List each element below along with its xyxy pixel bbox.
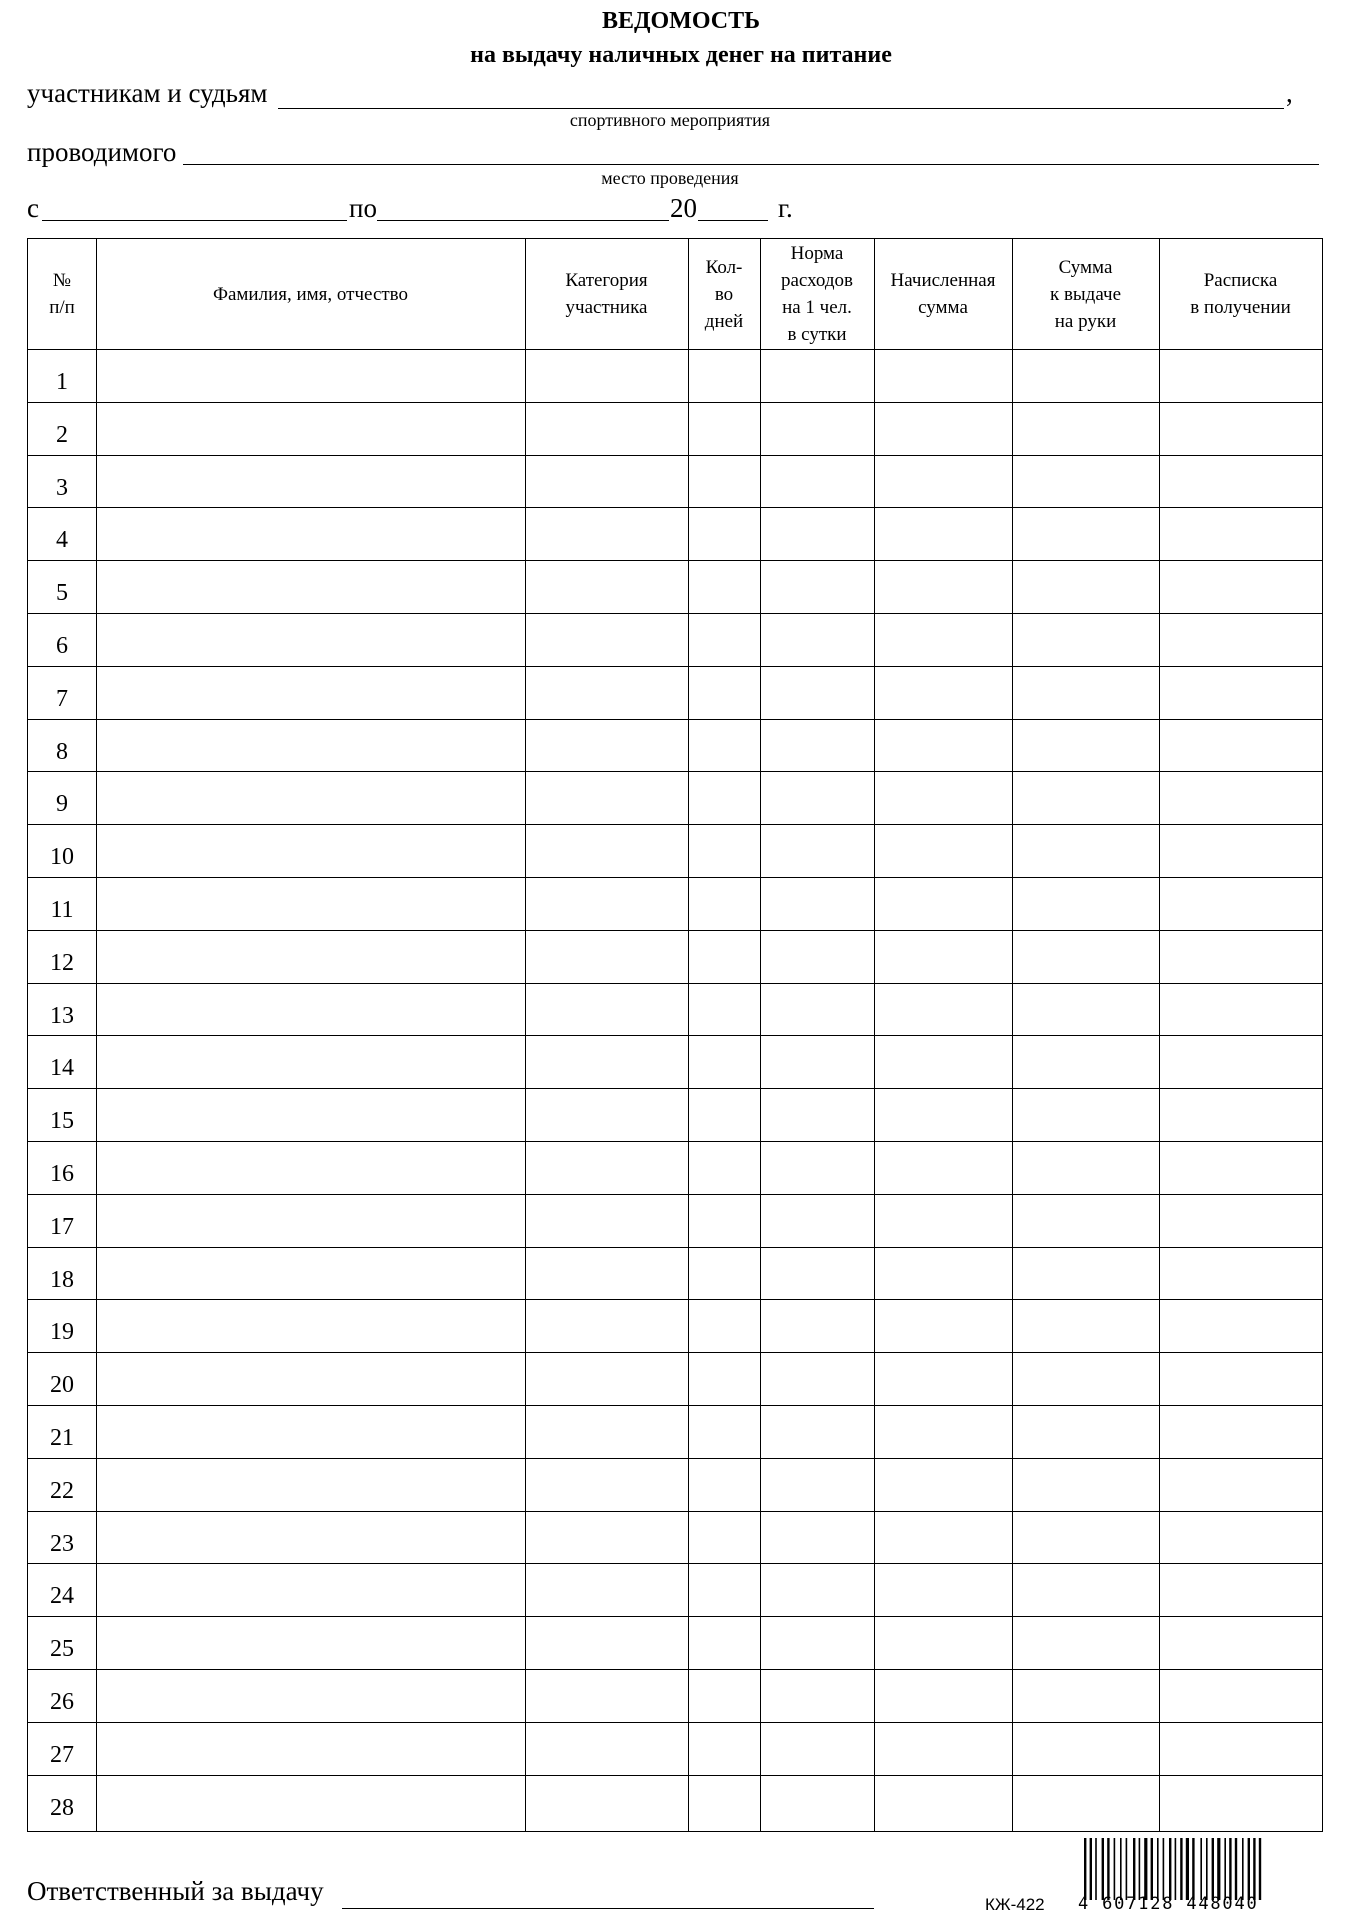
row-number: 11 xyxy=(50,897,74,923)
row-number: 13 xyxy=(50,1002,74,1029)
row-divider xyxy=(28,771,1322,772)
column-header: Норма расходов на 1 чел. в сутки xyxy=(781,243,853,345)
header-divider xyxy=(28,349,1322,350)
row-divider xyxy=(28,1405,1322,1406)
responsible-signature-field[interactable] xyxy=(342,1908,874,1909)
date-from-label: с xyxy=(27,193,39,223)
row-divider xyxy=(28,613,1322,614)
row-number: 20 xyxy=(50,1372,74,1399)
row-divider xyxy=(28,1458,1322,1459)
responsible-label: Ответственный за выдачу xyxy=(27,1876,324,1906)
row-divider xyxy=(28,1352,1322,1353)
row-divider xyxy=(28,1035,1322,1036)
venue-hint: место проведения xyxy=(601,168,739,188)
row-divider xyxy=(28,877,1322,878)
row-number: 3 xyxy=(56,474,68,501)
row-divider xyxy=(28,1299,1322,1300)
row-divider xyxy=(28,1247,1322,1248)
year-suffix: г. xyxy=(778,193,793,223)
year-field[interactable] xyxy=(698,220,768,221)
row-divider xyxy=(28,1616,1322,1617)
row-number: 24 xyxy=(50,1583,74,1610)
comma-mark: , xyxy=(1286,78,1293,108)
row-number: 23 xyxy=(50,1530,74,1557)
row-number: 28 xyxy=(50,1794,74,1821)
form-code: КЖ-422 xyxy=(985,1895,1045,1914)
event-name-hint: спортивного мероприятия xyxy=(569,110,771,130)
row-divider xyxy=(28,666,1322,667)
row-number: 6 xyxy=(56,633,68,659)
row-divider xyxy=(28,1088,1322,1089)
row-number: 16 xyxy=(50,1161,74,1187)
row-number: 27 xyxy=(50,1741,74,1768)
barcode-digits: 4 607128 448040 xyxy=(1078,1894,1259,1914)
row-number: 4 xyxy=(56,527,68,554)
row-divider xyxy=(28,507,1322,508)
row-divider xyxy=(28,719,1322,720)
row-number: 22 xyxy=(50,1477,74,1504)
column-header: Начисленная сумма xyxy=(890,270,996,318)
row-number: 19 xyxy=(50,1319,74,1346)
column-header: № п/п xyxy=(49,270,75,318)
form-title: ВЕДОМОСТЬ xyxy=(601,8,760,34)
barcode-image xyxy=(1082,1838,1298,1900)
row-divider xyxy=(28,1722,1322,1723)
row-divider xyxy=(28,1775,1322,1776)
column-header: Кол- во дней xyxy=(704,256,744,332)
row-divider xyxy=(28,560,1322,561)
row-number: 2 xyxy=(56,421,68,448)
row-divider xyxy=(28,455,1322,456)
column-header: Фамилия, имя, отчество xyxy=(212,283,409,305)
row-divider xyxy=(28,983,1322,984)
row-divider xyxy=(28,1511,1322,1512)
row-number: 26 xyxy=(50,1689,74,1715)
row-divider xyxy=(28,930,1322,931)
row-number: 15 xyxy=(50,1108,74,1135)
date-to-label: по xyxy=(349,193,377,223)
row-number: 18 xyxy=(50,1266,74,1293)
venue-field[interactable] xyxy=(183,164,1319,165)
row-number: 1 xyxy=(56,369,68,395)
event-name-field[interactable] xyxy=(278,108,1284,109)
row-divider xyxy=(28,402,1322,403)
row-number: 25 xyxy=(50,1636,74,1663)
row-divider xyxy=(28,1141,1322,1142)
date-to-field[interactable] xyxy=(377,220,669,221)
row-number: 9 xyxy=(56,791,68,818)
row-number: 8 xyxy=(56,738,68,765)
column-header: Категория участника xyxy=(565,270,648,318)
row-number: 10 xyxy=(50,844,74,871)
row-number: 5 xyxy=(56,580,68,607)
row-number: 21 xyxy=(50,1425,74,1451)
participants-label: участникам и судьям xyxy=(27,78,268,108)
row-divider xyxy=(28,1563,1322,1564)
column-header: Сумма к выдаче на руки xyxy=(1049,256,1122,332)
row-divider xyxy=(28,1669,1322,1670)
date-from-field[interactable] xyxy=(42,220,347,221)
held-label: проводимого xyxy=(27,137,177,167)
payment-table xyxy=(27,238,1323,1832)
row-divider xyxy=(28,824,1322,825)
row-number: 7 xyxy=(56,685,68,712)
year-prefix: 20 xyxy=(670,193,697,223)
row-divider xyxy=(28,1194,1322,1195)
row-number: 17 xyxy=(50,1213,74,1240)
column-header: Расписка в получении xyxy=(1190,270,1291,318)
row-number: 14 xyxy=(50,1055,74,1082)
row-number: 12 xyxy=(50,949,74,976)
form-subtitle: на выдачу наличных денег на питание xyxy=(470,42,892,68)
